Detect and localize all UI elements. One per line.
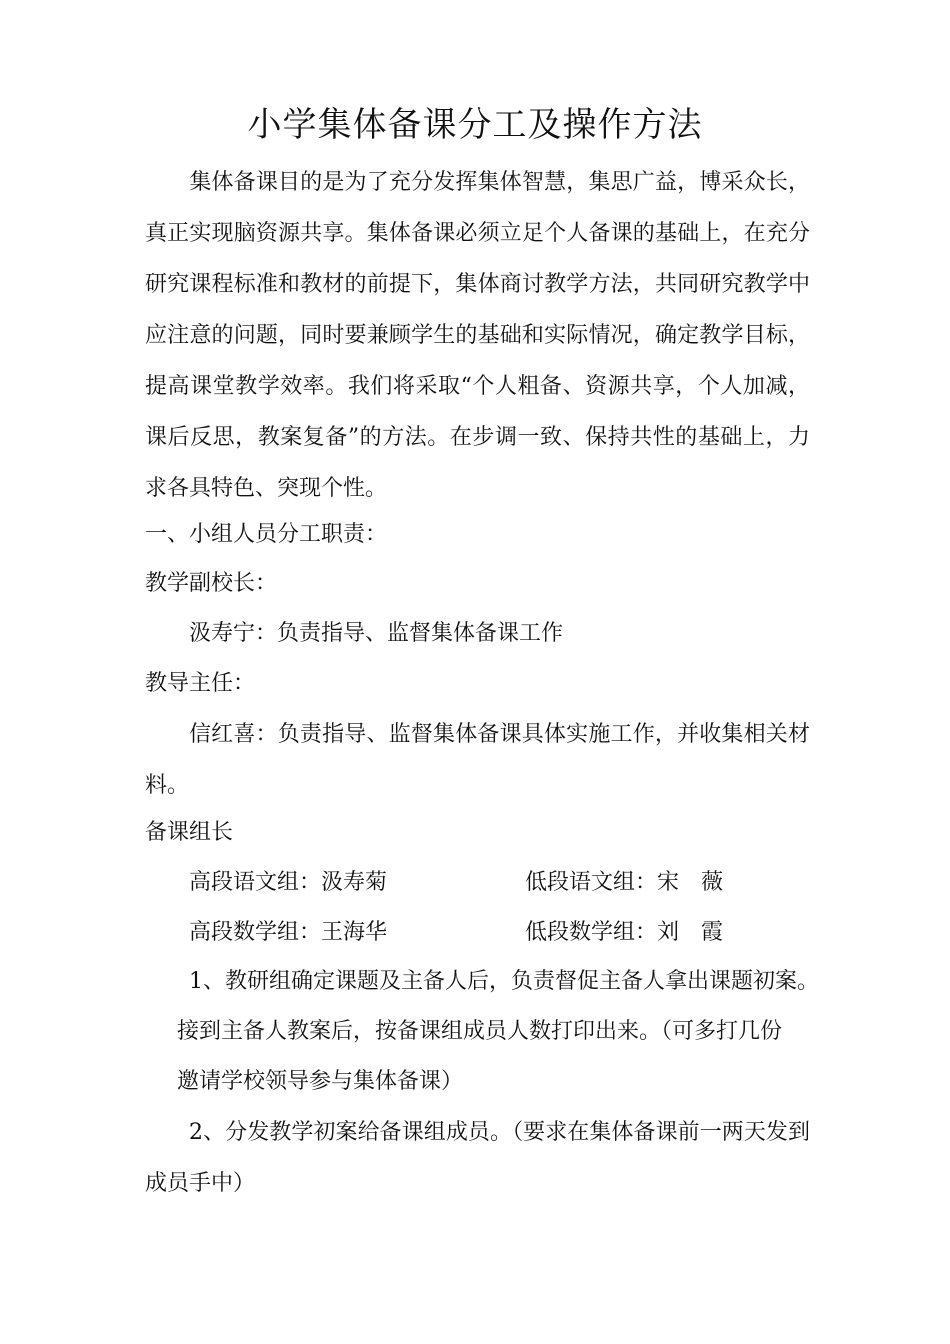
item-1-line-3: 邀请学校领导参与集体备课）: [177, 1069, 464, 1094]
item-1-line-1: 1、教研组确定课题及主备人后，负责督促主备人拿出课题初案。: [189, 969, 819, 994]
intro-paragraph: 集体备课目的是为了充分发挥集体智慧，集思广益，博采众长，真正实现脑资源共享。集体备课必须立足个人备课的基础上，在充分研究课程标准和教材的前提下，集体商讨教学方法，共同研究教学中应注意的问题，同时要兼顾学生的基础和实际情况，确定教学目标，提高课堂教学效率。我们将采取“个人粗备、资源共享，个人加减，课后反思，教案复备”的方法。在步调一致、保持共性的基础上，力求各具特色、突现个性。: [145, 170, 810, 501]
item-1-line-2: 接到主备人教案后，按备课组成员人数打印出来。（可多打几份: [177, 1019, 783, 1044]
dean-label: 教导主任：: [145, 671, 256, 696]
document-title: 小学集体备课分工及操作方法: [247, 105, 703, 145]
vice-principal-label: 教学副校长：: [145, 571, 278, 596]
dean-duty: 信红喜：负责指导、监督集体备课具体实施工作，并收集相关材料。: [145, 722, 810, 798]
section-heading: 一、小组人员分工职责：: [145, 522, 388, 547]
item-2: 2、分发教学初案给备课组成员。（要求在集体备课前一两天发到成员手中）: [145, 1120, 810, 1196]
vice-principal-duty: 汲寿宁：负责指导、监督集体备课工作: [189, 621, 564, 646]
leader-high-math: 高段数学组：王海华: [189, 920, 388, 945]
leader-high-chinese: 高段语文组：汲寿菊: [189, 870, 388, 895]
leaders-label: 备课组长: [145, 820, 234, 845]
leader-low-chinese: 低段语文组：宋 薇: [525, 870, 724, 895]
leader-low-math: 低段数学组：刘 霞: [525, 920, 724, 945]
